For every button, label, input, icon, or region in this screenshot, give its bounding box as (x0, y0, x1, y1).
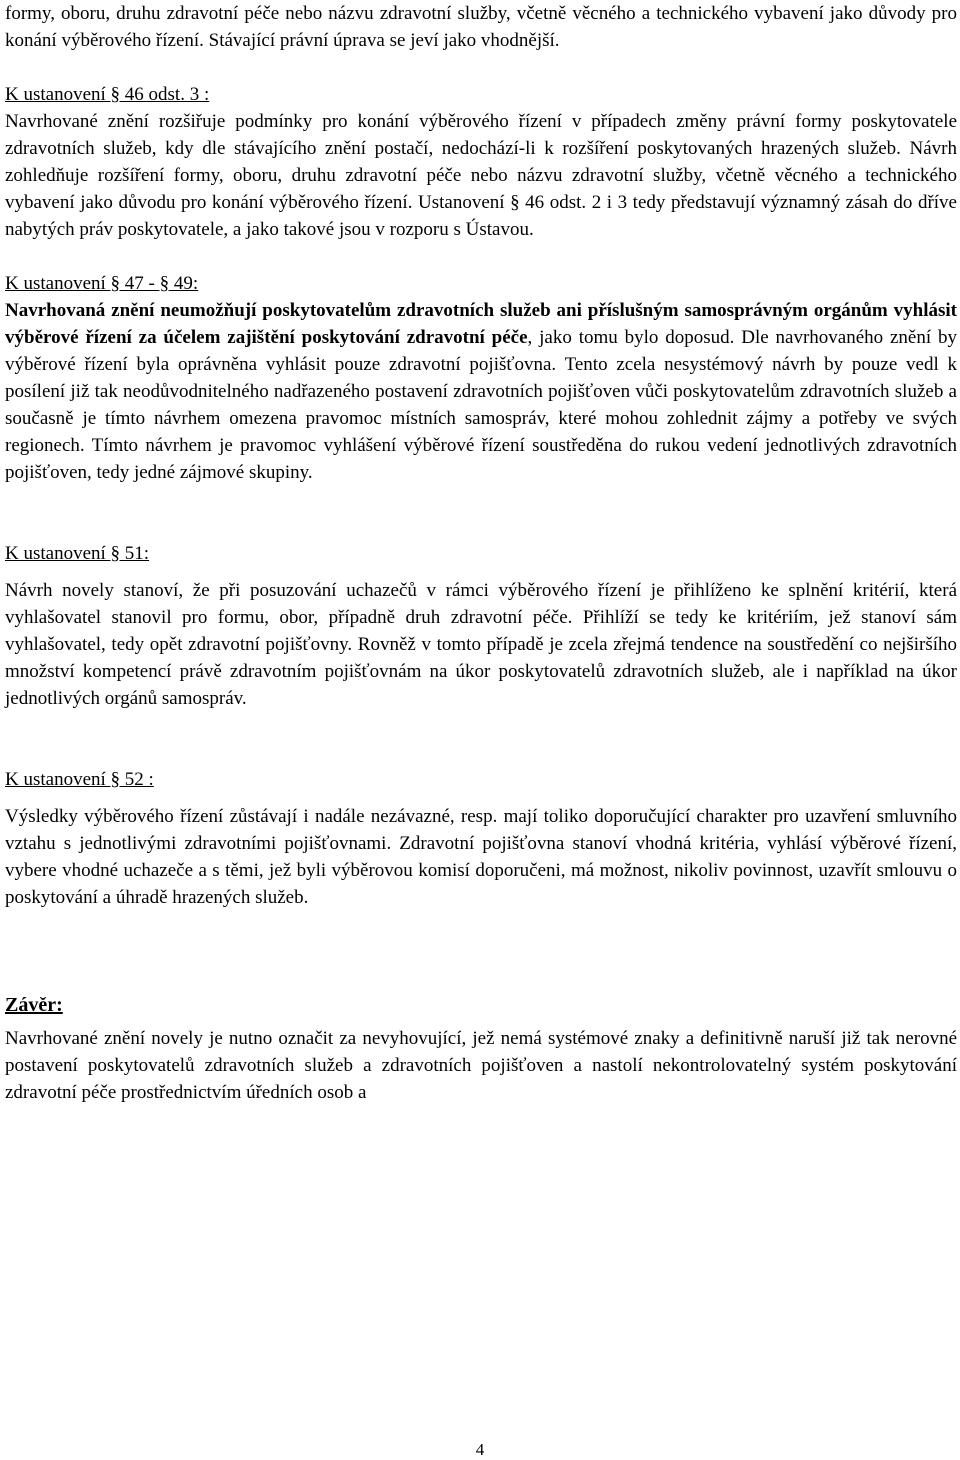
section-47-49-body-rest: , jako tomu bylo doposud. Dle navrhovaného znění by výběrové řízení byla oprávněna vyhlásit pouze zdravotní pojišťovna. Tento zcela nesystémový návrh by pouze vedl k posílení již tak neodůvodnitelného nadřazeného postavení zdravotních pojišťoven vůči poskytovatelům zdravotních služeb a současně je tímto návrhem omezena pravomoc místních samospráv, které mohou zohlednit zájmy a potřeby ve svých regionech. Tímto návrhem je pravomoc vyhlášení výběrové řízení soustředěna do rukou vedení jednotlivých zdravotních pojišťoven, tedy jedné zájmové skupiny. (5, 327, 957, 483)
spacer (5, 486, 957, 540)
section-51-body: Návrh novely stanoví, že při posuzování uchazečů v rámci výběrového řízení je přihlíženo ke splnění kritérií, která vyhlašovatel stanovil pro formu, obor, případně druh zdravotní péče. Přihlíží se tedy ke kritériím, jež stanoví sám vyhlašovatel, tedy opět zdravotní pojišťovny. Rovněž v tomto případě je zcela zřejmá tendence na soustředění co nejširšího množství kompetencí právě zdravotním pojišťovnám na úkor poskytovatelů zdravotních služeb, ale i například na úkor jednotlivých orgánů samospráv. (5, 580, 957, 709)
section-46-3-body: Navrhované znění rozšiřuje podmínky pro konání výběrového řízení v případech změny právní formy poskytovatele zdravotních služeb, kdy dle stávajícího znění postačí, nedochází-li k rozšíření poskytovaných hrazených služeb. Návrh zohledňuje rozšíření formy, oboru, druhu zdravotní péče nebo názvu zdravotní služby, včetně věcného a technického vybavení jako důvodu pro konání výběrového řízení. Ustanovení § 46 odst. 2 i 3 tedy představují významný zásah do dříve nabytých práv poskytovatele, a jako takové jsou v rozporu s Ústavou. (5, 111, 957, 240)
section-47-49-bold-lead: Navrhovaná znění neumožňují poskytovatelům zdravotních služeb ani příslušným samosprávným orgánům vyhlásit výběrové řízení za účelem zajištění poskytování zdravotní péče (5, 300, 957, 348)
spacer (5, 54, 957, 81)
spacer (5, 567, 957, 577)
section-47-49-heading: K ustanovení § 47 - § 49: (5, 273, 199, 294)
spacer (5, 793, 957, 803)
conclusion-body: Navrhované znění novely je nutno označit za nevyhovující, jež nemá systémové znaky a definitivně naruší již tak nerovné postavení poskytovatelů zdravotních služeb a zdravotních pojišťoven a nastolí nekontrolovatelný systém poskytování zdravotní péče prostřednictvím úředních osob a (5, 1028, 957, 1103)
document-page (5, 0, 957, 1106)
section-52-body: Výsledky výběrového řízení zůstávají i nadále nezávazné, resp. mají toliko doporučující charakter pro uzavření smluvního vztahu s jednotlivými zdravotními pojišťovnami. Zdravotní pojišťovna stanoví vhodná kritéria, vyhlásí výběrové řízení, vybere vhodné uchazeče a s těmi, jež byli výběrovou komisí doporučeni, má možnost, nikoliv povinnost, uzavřít smlouvu o poskytování a úhradě hrazených služeb. (5, 806, 957, 908)
section-51-heading: K ustanovení § 51: (5, 543, 150, 564)
section-47-49-body (5, 297, 957, 486)
intro-paragraph: formy, oboru, druhu zdravotní péče nebo názvu zdravotní služby, včetně věcného a technického vybavení jako důvody pro konání výběrového řízení. Stávající právní úprava se jeví jako vhodnější. (5, 3, 957, 51)
spacer (5, 243, 957, 270)
conclusion-heading: Závěr: (5, 994, 63, 1016)
spacer (5, 911, 957, 992)
spacer (5, 712, 957, 766)
page-number: 4 (475, 1440, 485, 1459)
section-46-3-heading: K ustanovení § 46 odst. 3 : (5, 84, 210, 105)
section-52-heading: K ustanovení § 52 : (5, 769, 154, 790)
